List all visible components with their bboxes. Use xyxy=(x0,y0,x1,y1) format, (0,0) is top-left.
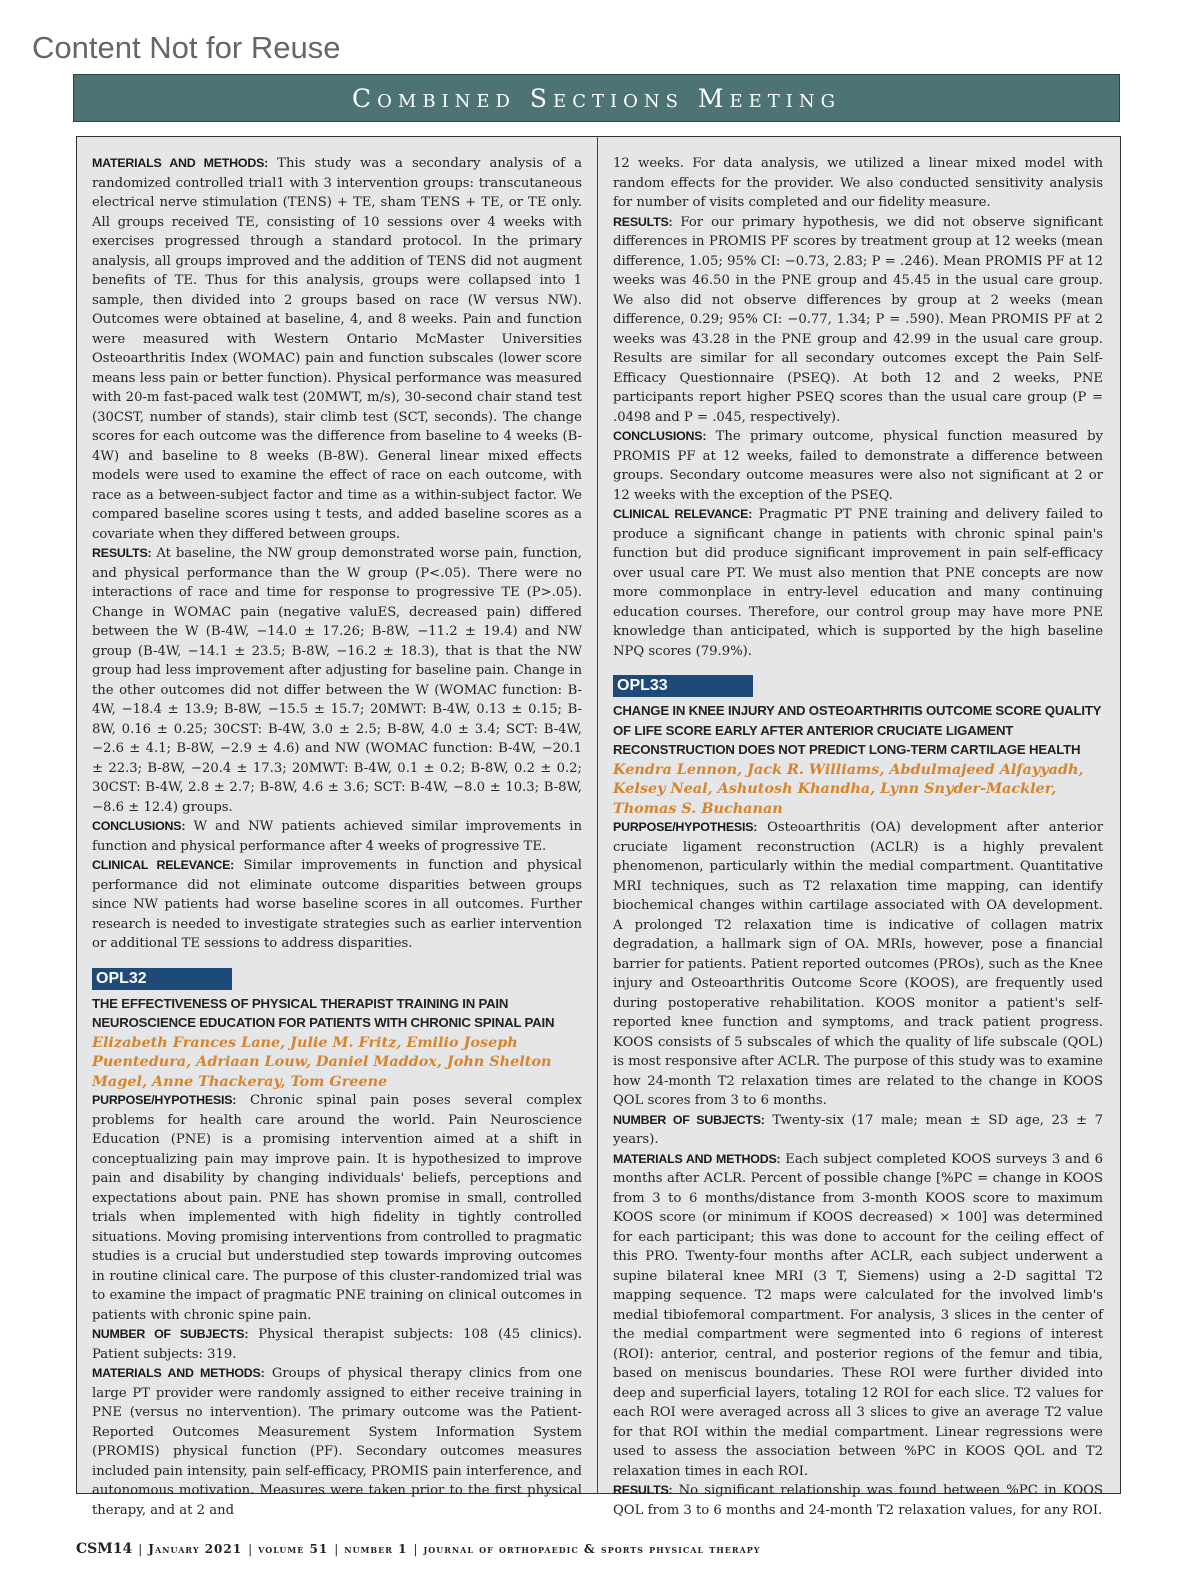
column-divider xyxy=(597,136,598,1494)
purpose-label: PURPOSE/HYPOTHESIS: xyxy=(92,1093,237,1107)
clinical-label: CLINICAL RELEVANCE: xyxy=(613,507,753,521)
purpose-paragraph xyxy=(92,1091,582,1325)
purpose-paragraph xyxy=(613,818,1103,1111)
conclusions-label: CONCLUSIONS: xyxy=(92,819,186,833)
subjects-paragraph xyxy=(613,1111,1103,1150)
footer-number: number 1 xyxy=(344,1542,408,1556)
clinical-paragraph xyxy=(92,856,582,954)
subjects-label: NUMBER OF SUBJECTS: xyxy=(92,1327,249,1341)
purpose-text: Chronic spinal pain poses several complex problems for health care around the world. Pain Neuroscience Education (PNE) is a promising intervention aimed at a shift in conceptualizing pain may improve pain. It is hypothesized to improve pain and disability by changing individuals' beliefs, perceptions and expectations about pain. PNE has shown promise in small, controlled trials when implemented with high fidelity in tightly controlled situations. Moving promising interventions from controlled to pragmatic studies is a crucial but understudied step towards improving outcomes in routine clinical care. The purpose of this cluster-randomized trial was to examine the impact of pragmatic PNE training on clinical outcomes in patients with chronic spine pain. xyxy=(92,1093,582,1323)
footer-date: January 2021 xyxy=(148,1542,243,1556)
conclusions-text: The primary outcome, physical function measured by PROMIS PF at 12 weeks, failed to demonstrate a difference between groups. Secondary outcome measures were also not significant at 2 or 12 weeks with the exception of the PSEQ. xyxy=(613,429,1103,503)
materials-paragraph xyxy=(92,154,582,544)
results-text: At baseline, the NW group demonstrated worse pain, function, and physical performance than the W group (P<.05). There were no interactions of race and time for response to progressive TE (P>.05). Change in WOMAC pain (negative valuES, decreased pain) differed between the W (B-4W, −14.0 ± 17.26; B-8W, −11.2 ± 19.4) and NW group (B-4W, −14.1 ± 23.5; B-8W, −16.2 ± 18.3), that is that the NW group had less improvement after adjusting for baseline pain. Change in the other outcomes did not differ between the W (WOMAC function: B-4W, −18.4 ± 13.9; B-8W, −15.5 ± 15.7; 20MWT: B-4W, 0.13 ± 0.15; B-8W, 0.16 ± 0.25; 30CST: B-4W, 3.0 ± 2.5; B-8W, 4.0 ± 3.4; SCT: B-4W, −2.6 ± 4.1; B-8W, −2.9 ± 4.6) and NW (WOMAC function: B-4W, −20.1 ± 22.3; B-8W, −20.4 ± 17.3; 20MWT: B-4W, 0.1 ± 0.2; B-8W, 0.2 ± 0.2; 30CST: B-4W, 2.8 ± 2.7; B-8W, 4.6 ± 3.6; SCT: B-4W, −8.0 ± 10.3; B-8W, −8.6 ± 12.4) groups. xyxy=(92,546,582,815)
continued-paragraph xyxy=(613,154,1103,213)
materials-label: MATERIALS AND METHODS: xyxy=(92,1366,265,1380)
page-footer: CSM14 | January 2021 | volume 51 | number 1 | journal of orthopaedic & sports physical therapy xyxy=(76,1541,761,1557)
purpose-label: PURPOSE/HYPOTHESIS: xyxy=(613,820,758,834)
materials-label: MATERIALS AND METHODS: xyxy=(92,156,269,170)
results-paragraph xyxy=(613,213,1103,428)
abstract-tag-opl33: OPL33 xyxy=(613,675,753,697)
materials-label: MATERIALS AND METHODS: xyxy=(613,1151,781,1166)
subjects-text: Twenty-six (17 male; mean ± SD age, 23 ± 7 years). xyxy=(613,1112,1103,1147)
materials-text: Each subject completed KOOS surveys 3 and 6 months after ACLR. Percent of possible change [%PC = change in KOOS from 3 to 6 months/distance from 3-month KOOS score to maximum KOOS score (or minimum if KOOS decreased) × 100] was determined for each participant; this was done to account for the ceiling effect of this PRO. Twenty-four months after ACLR, each subject underwent a supine bilateral knee MRI (3 T, Siemens) using a 2-D sagittal T2 mapping sequence. T2 maps were calculated for the involved limb's medial tibiofemoral compartment. For analysis, 3 slices in the center of the medial compartment were segmented into 6 regions of interest (ROI): anterior, central, and posterior regions of the femur and tibia, based on meniscus boundaries. These ROI were further divided into deep and superficial layers, totaling 12 ROI for each slice. T2 values for each ROI were averaged across all 3 slices to give an average T2 value for that ROI within the medial compartment. Linear regressions were used to assess the association between %PC in KOOS QOL and T2 relaxation times in each ROI. xyxy=(613,1151,1103,1479)
materials-paragraph xyxy=(613,1150,1103,1482)
results-paragraph xyxy=(92,544,582,817)
materials-paragraph xyxy=(92,1364,582,1520)
materials-text: Groups of physical therapy clinics from one large PT provider were randomly assigned to either receive training in PNE (versus no intervention). The primary outcome was the Patient-Reported Outcomes Measurement System Information System (PROMIS) physical function (PF). Secondary outcomes measures included pain intensity, pain self-efficacy, PROMIS pain interference, and autonomous motivation. Measures were taken prior to the first physical therapy, and at 2 and xyxy=(92,1366,582,1518)
results-text: For our primary hypothesis, we did not observe significant differences in PROMIS PF scores by treatment group at 12 weeks (mean difference, 1.05; 95% CI: −0.73, 2.83; P = .246). Mean PROMIS PF at 12 weeks was 46.50 in the PNE group and 45.45 in the usual care group. We also did not observe differences by group at 2 weeks (mean difference, 0.29; 95% CI: −0.77, 1.34; P = .590). Mean PROMIS PF at 2 weeks was 43.28 in the PNE group and 42.99 in the usual care group. Results are similar for all secondary outcomes except the Pain Self-Efficacy Questionnaire (PSEQ). At both 12 and 2 weeks, PNE participants report higher PSEQ scores than the usual care group (P = .0498 and P = .045, respectively). xyxy=(613,214,1103,425)
results-paragraph xyxy=(613,1481,1103,1520)
continued-text: 12 weeks. For data analysis, we utilized a linear mixed model with random effects for the provider. We also conducted sensitivity analysis for number of visits completed and our fidelity measure. xyxy=(613,156,1103,210)
subjects-paragraph xyxy=(92,1325,582,1364)
abstract-tag-opl32: OPL32 xyxy=(92,968,232,990)
abstract-authors-opl32: Elizabeth Frances Lane, Julie M. Fritz, Emilio Joseph Puentedura, Adriaan Louw, Daniel Maddox, John Shelton Magel, Anne Thackeray, Tom Greene xyxy=(92,1033,552,1090)
clinical-text: Similar improvements in function and physical performance did not eliminate outcome disparities between groups since NW patients had worse baseline scores in all outcomes. Further research is needed to investigate strategies such as earlier intervention or additional TE sessions to address disparities. xyxy=(92,858,582,951)
left-column xyxy=(92,154,582,1520)
right-column xyxy=(613,154,1103,1520)
conclusions-paragraph xyxy=(92,817,582,856)
footer-page-number: CSM14 xyxy=(76,1541,133,1557)
conclusions-text: W and NW patients achieved similar improvements in function and physical performance after 4 weeks of progressive TE. xyxy=(92,819,582,854)
results-label: RESULTS: xyxy=(613,214,673,229)
abstract-title-opl32: THE EFFECTIVENESS OF PHYSICAL THERAPIST TRAINING IN PAIN NEUROSCIENCE EDUCATION FOR PATIENTS WITH CHRONIC SPINAL PAIN xyxy=(92,995,555,1030)
banner-title: Combined Sections Meeting xyxy=(352,83,841,113)
results-label: RESULTS: xyxy=(613,1483,673,1497)
footer-journal: journal of orthopaedic & sports physical therapy xyxy=(423,1542,761,1556)
subjects-text: Physical therapist subjects: 108 (45 clinics). Patient subjects: 319. xyxy=(92,1327,582,1362)
section-banner xyxy=(73,74,1120,122)
purpose-text: Osteoarthritis (OA) development after anterior cruciate ligament reconstruction (ACLR) is a highly prevalent phenomenon, particularly within the medial compartment. Quantitative MRI techniques, such as T2 relaxation time mapping, can identify biochemical changes within cartilage associated with OA development. A prolonged T2 relaxation time is indicative of collagen matrix degradation, a hallmark sign of OA. MRIs, however, pose a financial barrier for patients. Patient reported outcomes (PROs), such as the Knee injury and Osteoarthritis Outcome Score (KOOS), are frequently used during postoperative rehabilitation. KOOS monitor a patient's self-reported knee function and symptoms, and track patient progress. KOOS consists of 5 subscales of which the quality of life subscale (QOL) is most responsive after ACLR. The purpose of this study was to examine how 24-month T2 relaxation times are related to the change in KOOS QOL scores from 3 to 6 months. xyxy=(613,820,1103,1108)
clinical-label: CLINICAL RELEVANCE: xyxy=(92,858,235,872)
results-text: No significant relationship was found between %PC in KOOS QOL from 3 to 6 months and 24-month T2 relaxation values, for any ROI. xyxy=(613,1483,1103,1518)
abstract-authors-opl33: Kendra Lennon, Jack R. Williams, Abdulmajeed Alfayyadh, Kelsey Neal, Ashutosh Khandha, Lynn Snyder-Mackler, Thomas S. Buchanan xyxy=(613,760,1084,817)
clinical-text: Pragmatic PT PNE training and delivery failed to produce a significant change in patients with chronic spinal pain's function but did produce significant improvement in pain self-efficacy over usual care PT. We must also mention that PNE concepts are now more commonplace in entry-level education and many continuing education courses. Therefore, our control group may have more PNE knowledge than anticipated, which is supported by the high baseline NPQ scores (79.9%). xyxy=(613,507,1103,659)
conclusions-label: CONCLUSIONS: xyxy=(613,429,707,443)
results-label: RESULTS: xyxy=(92,546,152,560)
abstract-title-opl33: CHANGE IN KNEE INJURY AND OSTEOARTHRITIS OUTCOME SCORE QUALITY OF LIFE SCORE EARLY AFTER ANTERIOR CRUCIATE LIGAMENT RECONSTRUCTION DOES NOT PREDICT LONG-TERM CARTILAGE HEALTH xyxy=(613,703,1102,757)
footer-volume: volume 51 xyxy=(258,1542,329,1556)
clinical-paragraph xyxy=(613,505,1103,661)
conclusions-paragraph xyxy=(613,427,1103,505)
materials-text: This study was a secondary analysis of a randomized controlled trial1 with 3 intervention groups: transcutaneous electrical nerve stimulation (TENS) + TE, sham TENS + TE, or TE only. All groups received TE, consisting of 10 sessions over 4 weeks with exercises progressed through a standard protocol. In the primary analysis, all groups improved and the addition of TENS did not augment benefits of TE. Thus for this analysis, groups were collapsed into 1 sample, then divided into 2 groups based on race (W versus NW). Outcomes were obtained at baseline, 4, and 8 weeks. Pain and function were measured with Western Ontario McMaster Universities Osteoarthritis Index (WOMAC) pain and function subscales (lower score means less pain or better function). Physical performance was measured with 20-m fast-paced walk test (20MWT, m/s), 30-second chair stand test (30CST, number of stands), stair climb test (SCT, seconds). The change scores for each outcome was the difference from baseline to 4 weeks (B-4W) and baseline to 8 weeks (B-8W). General linear mixed effects models were used to examine the effect of race on each outcome, with race as a between-subject factor and time as a within-subject factor. We compared baseline scores using t tests, and added baseline scores as a covariate when they differed between groups. xyxy=(92,156,582,542)
subjects-label: NUMBER OF SUBJECTS: xyxy=(613,1112,765,1127)
watermark: Content Not for Reuse xyxy=(32,30,341,65)
